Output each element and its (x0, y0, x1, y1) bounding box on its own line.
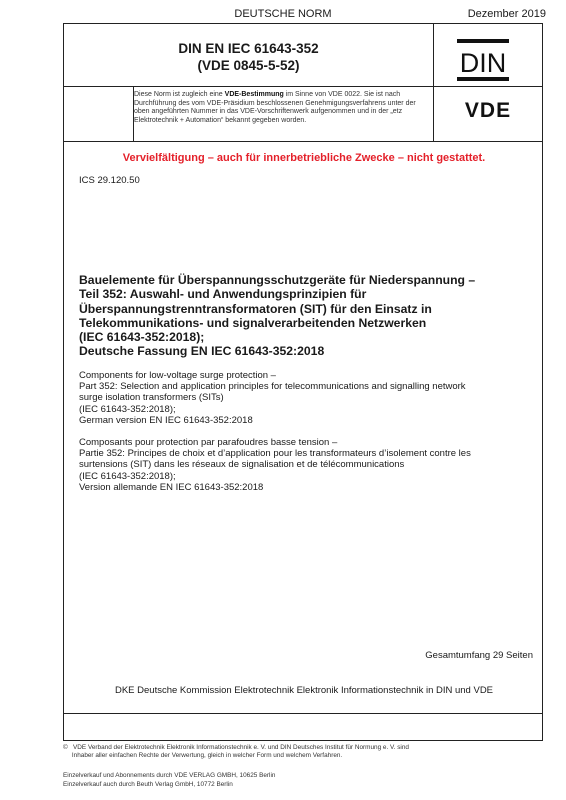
header-divider (63, 86, 543, 87)
ics-code: ICS 29.120.50 (79, 175, 140, 186)
dke-line: DKE Deutsche Kommission Elektrotechnik Elektronik Informationstechnik in DIN und VDE (114, 685, 494, 696)
title-english-line: Components for low-voltage surge protection – (79, 370, 276, 381)
title-french (79, 437, 529, 493)
sales-info (63, 772, 275, 789)
copyright-line: Inhaber aller einfachen Rechte der Verwertung, gleich in welcher Form und welchem Verfahren. (63, 751, 343, 759)
title-german (79, 273, 529, 359)
vde-logo: VDE (464, 99, 512, 122)
publication-date: Dezember 2019 (467, 8, 546, 20)
title-english-line: (IEC 61643-352:2018); (79, 403, 176, 415)
standard-number-block (64, 40, 433, 74)
din-logo-top-bar (457, 39, 509, 43)
title-french-line: Composants pour protection par parafoudres basse tension – (79, 437, 338, 448)
title-english-line: German version EN IEC 61643-352:2018 (79, 414, 253, 426)
title-english (79, 370, 529, 426)
logo-divider (433, 23, 434, 142)
title-german-line: Telekommunikations- und signalverarbeitenden Netzwerken (79, 315, 427, 330)
title-german-line: (IEC 61643-352:2018); (79, 330, 205, 345)
notice-rest: im Sinne von VDE 0022. Sie ist nach Durchführung des vom VDE-Präsidium beschlossenen Genehmigungsverfahrens unter der oben angeführten Nummer in das VDE-Vorschriftenwerk aufgenommen und in der „etz Elektrotechnik + Automation“ bekannt gegeben worden. (134, 91, 416, 124)
total-pages: Gesamtumfang 29 Seiten (425, 650, 533, 661)
copyright-notice (63, 744, 409, 760)
din-logo (456, 38, 510, 82)
notice-lead: Diese Norm ist zugleich eine (134, 91, 225, 98)
title-french-line: Version allemande EN IEC 61643-352:2018 (79, 481, 264, 493)
title-french-line: (IEC 61643-352:2018); (79, 470, 176, 482)
copyright-line: © VDE Verband der Elektrotechnik Elektronik Informationstechnik e. V. und DIN Deutsches Institut für Normung e. V. sind (63, 744, 409, 751)
title-english-line: Part 352: Selection and application principles for telecommunications and signalling network (79, 381, 466, 393)
title-german-line: Bauelemente für Überspannungsschutzgeräte für Niederspannung – (79, 273, 476, 287)
title-french-line: surtensions (SIT) dans les réseaux de signalisation et de télécommunications (79, 459, 405, 471)
sales-line: Einzelverkauf und Abonnements durch VDE VERLAG GMBH, 10625 Berlin (63, 772, 276, 779)
reproduction-warning: Vervielfältigung – auch für innerbetriebliche Zwecke – nicht gestattet. (122, 152, 486, 164)
title-german-line: Überspannungstrenntransformatoren (SIT) für den Einsatz in (79, 301, 432, 316)
title-german-line: Teil 352: Auswahl- und Anwendungsprinzipien für (79, 287, 367, 302)
din-logo-text: DIN (459, 48, 507, 78)
vde-notice (134, 91, 432, 125)
sales-line: Einzelverkauf auch durch Beuth Verlag GmbH, 10772 Berlin (63, 780, 233, 788)
header-bottom-divider (63, 141, 543, 142)
title-german-line: Deutsche Fassung EN IEC 61643-352:2018 (79, 344, 325, 359)
standard-number: DIN EN IEC 61643-352 (178, 41, 319, 56)
title-french-line: Partie 352: Principes de choix et d’application pour les transformateurs d’isolement contre les (79, 448, 471, 460)
document-type: DEUTSCHE NORM (234, 8, 332, 20)
footer-divider (63, 713, 543, 714)
vde-number: (VDE 0845-5-52) (197, 58, 300, 73)
title-english-line: surge isolation transformers (SITs) (79, 392, 224, 404)
notice-bold: VDE-Bestimmung (224, 91, 284, 98)
